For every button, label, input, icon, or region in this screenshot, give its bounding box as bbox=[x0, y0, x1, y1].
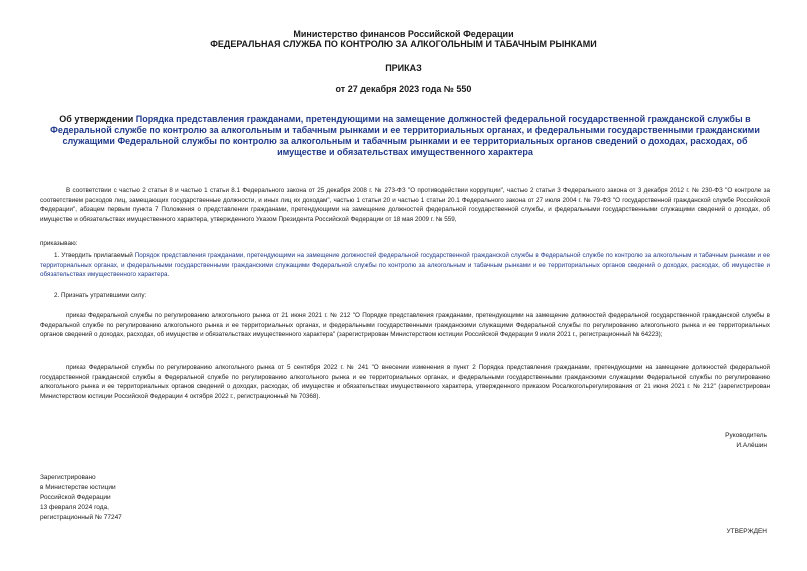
registration-block bbox=[40, 473, 240, 523]
registration-number: регистрационный № 77247 bbox=[40, 514, 122, 521]
registration-line: Российской Федерации bbox=[40, 494, 111, 501]
subject-link[interactable]: Порядка представления гражданами, претендующими на замещение должностей федеральной государственной гражданской службы в Федеральной службе по контролю за алкогольным и табачным рынками и ее территориальных органах, и федеральными государственными гражданскими служащими Федеральной службы по контролю за алкогольным и табачным рынками и ее территориальных органов сведений о доходах, расходах, об имуществе и обязательствах имущественного характера bbox=[50, 114, 760, 157]
signature-name: И.Алёшин bbox=[736, 442, 767, 449]
item-2-paragraph: 2. Признать утратившими силу: bbox=[54, 292, 147, 299]
registration-line: Зарегистрировано bbox=[40, 474, 96, 481]
registration-date: 13 февраля 2024 года, bbox=[40, 504, 109, 511]
item-1-paragraph bbox=[40, 251, 770, 280]
subject-prefix: Об утверждении bbox=[59, 114, 136, 124]
order-word: приказываю: bbox=[40, 240, 78, 247]
signature-block bbox=[600, 431, 767, 451]
ministry-name: Министерство финансов Российской Федерации bbox=[293, 29, 514, 39]
service-name: ФЕДЕРАЛЬНАЯ СЛУЖБА ПО КОНТРОЛЮ ЗА АЛКОГОЛЬНЫМ И ТАБАЧНЫМ РЫНКАМИ bbox=[210, 39, 597, 49]
document-header bbox=[0, 29, 807, 49]
repeal-1-paragraph: приказ Федеральной службы по регулированию алкогольного рынка от 21 июня 2021 г. № 212 "О Порядке представления гражданами, претендующими на замещение должностей федеральной государственной гражданской службы в Федеральной службе по регулированию алкогольного рынка и ее территориальных органах, и федеральными государственными гражданскими служащими Федеральной службы по регулированию алкогольного рынка и ее территориальных органов сведений о доходах, расходах, об имуществе и обязательствах имущественного характера" (зарегистрирован Министерством юстиции Российской Федерации 9 июля 2021 г., регистрационный № 64223); bbox=[40, 312, 770, 339]
item-1-prefix: 1. Утвердить прилагаемый bbox=[54, 252, 135, 259]
approved-label: УТВЕРЖДЕН bbox=[726, 528, 767, 535]
preamble-paragraph: В соответствии с частью 2 статьи 8 и частью 1 статьи 8.1 Федерального закона от 25 декабря 2008 г. № 273-ФЗ "О противодействии коррупции", частью 2 статьи 3 Федерального закона от 3 декабря 2012 г. № 230-ФЗ "О контроле за соответствием расходов лиц, замещающих государственные должности, и иных лиц их доходам", частью 1 статьи 20 и частью 1 статьи 20.1 Федерального закона от 27 июля 2004 г. № 79-ФЗ "О государственной гражданской службе Российской Федерации", абзацем первым пункта 7 Положения о представлении гражданами, претендующими на замещение должностей федеральной государственной службы, и федеральными государственными служащими сведений о доходах, об имуществе и обязательствах имущественного характера, утвержденного Указом Президента Российской Федерации от 18 мая 2009 г. № 559, bbox=[40, 187, 770, 223]
document-subject bbox=[40, 114, 770, 158]
registration-line: в Министерстве юстиции bbox=[40, 484, 116, 491]
item-1-link[interactable]: Порядок представления гражданами, претендующими на замещение должностей федеральной государственной гражданской службы в Федеральной службе по контролю за алкогольным и табачным рынками и ее территориальных органах, и федеральными государственными гражданскими служащими Федеральной службы по контролю за алкогольным и табачным рынками и ее территориальных органов сведений о доходах, расходах, об имуществе и обязательствах имущественного характера. bbox=[40, 252, 770, 279]
signature-title: Руководитель bbox=[725, 432, 767, 439]
document-type: ПРИКАЗ bbox=[385, 63, 422, 73]
document-date-number: от 27 декабря 2023 года № 550 bbox=[335, 84, 472, 94]
repeal-2-paragraph: приказ Федеральной службы по регулированию алкогольного рынка от 5 сентября 2022 г. № 241 "О внесении изменения в пункт 2 Порядка представления гражданами, претендующими на замещение должностей федеральной государственной гражданской службы в Федеральной службе по регулированию алкогольного рынка и ее территориальных органах, и федеральными государственными гражданскими служащими Федеральной службы по регулированию алкогольного рынка и ее территориальных органов сведений о доходах, расходах, об имуществе и обязательствах имущественного характера, утвержденного приказом Росалкогольрегулирования от 21 июня 2021 г. № 212" (зарегистрирован Министерством юстиции Российской Федерации 4 октября 2022 г., регистрационный № 70368). bbox=[40, 364, 770, 400]
